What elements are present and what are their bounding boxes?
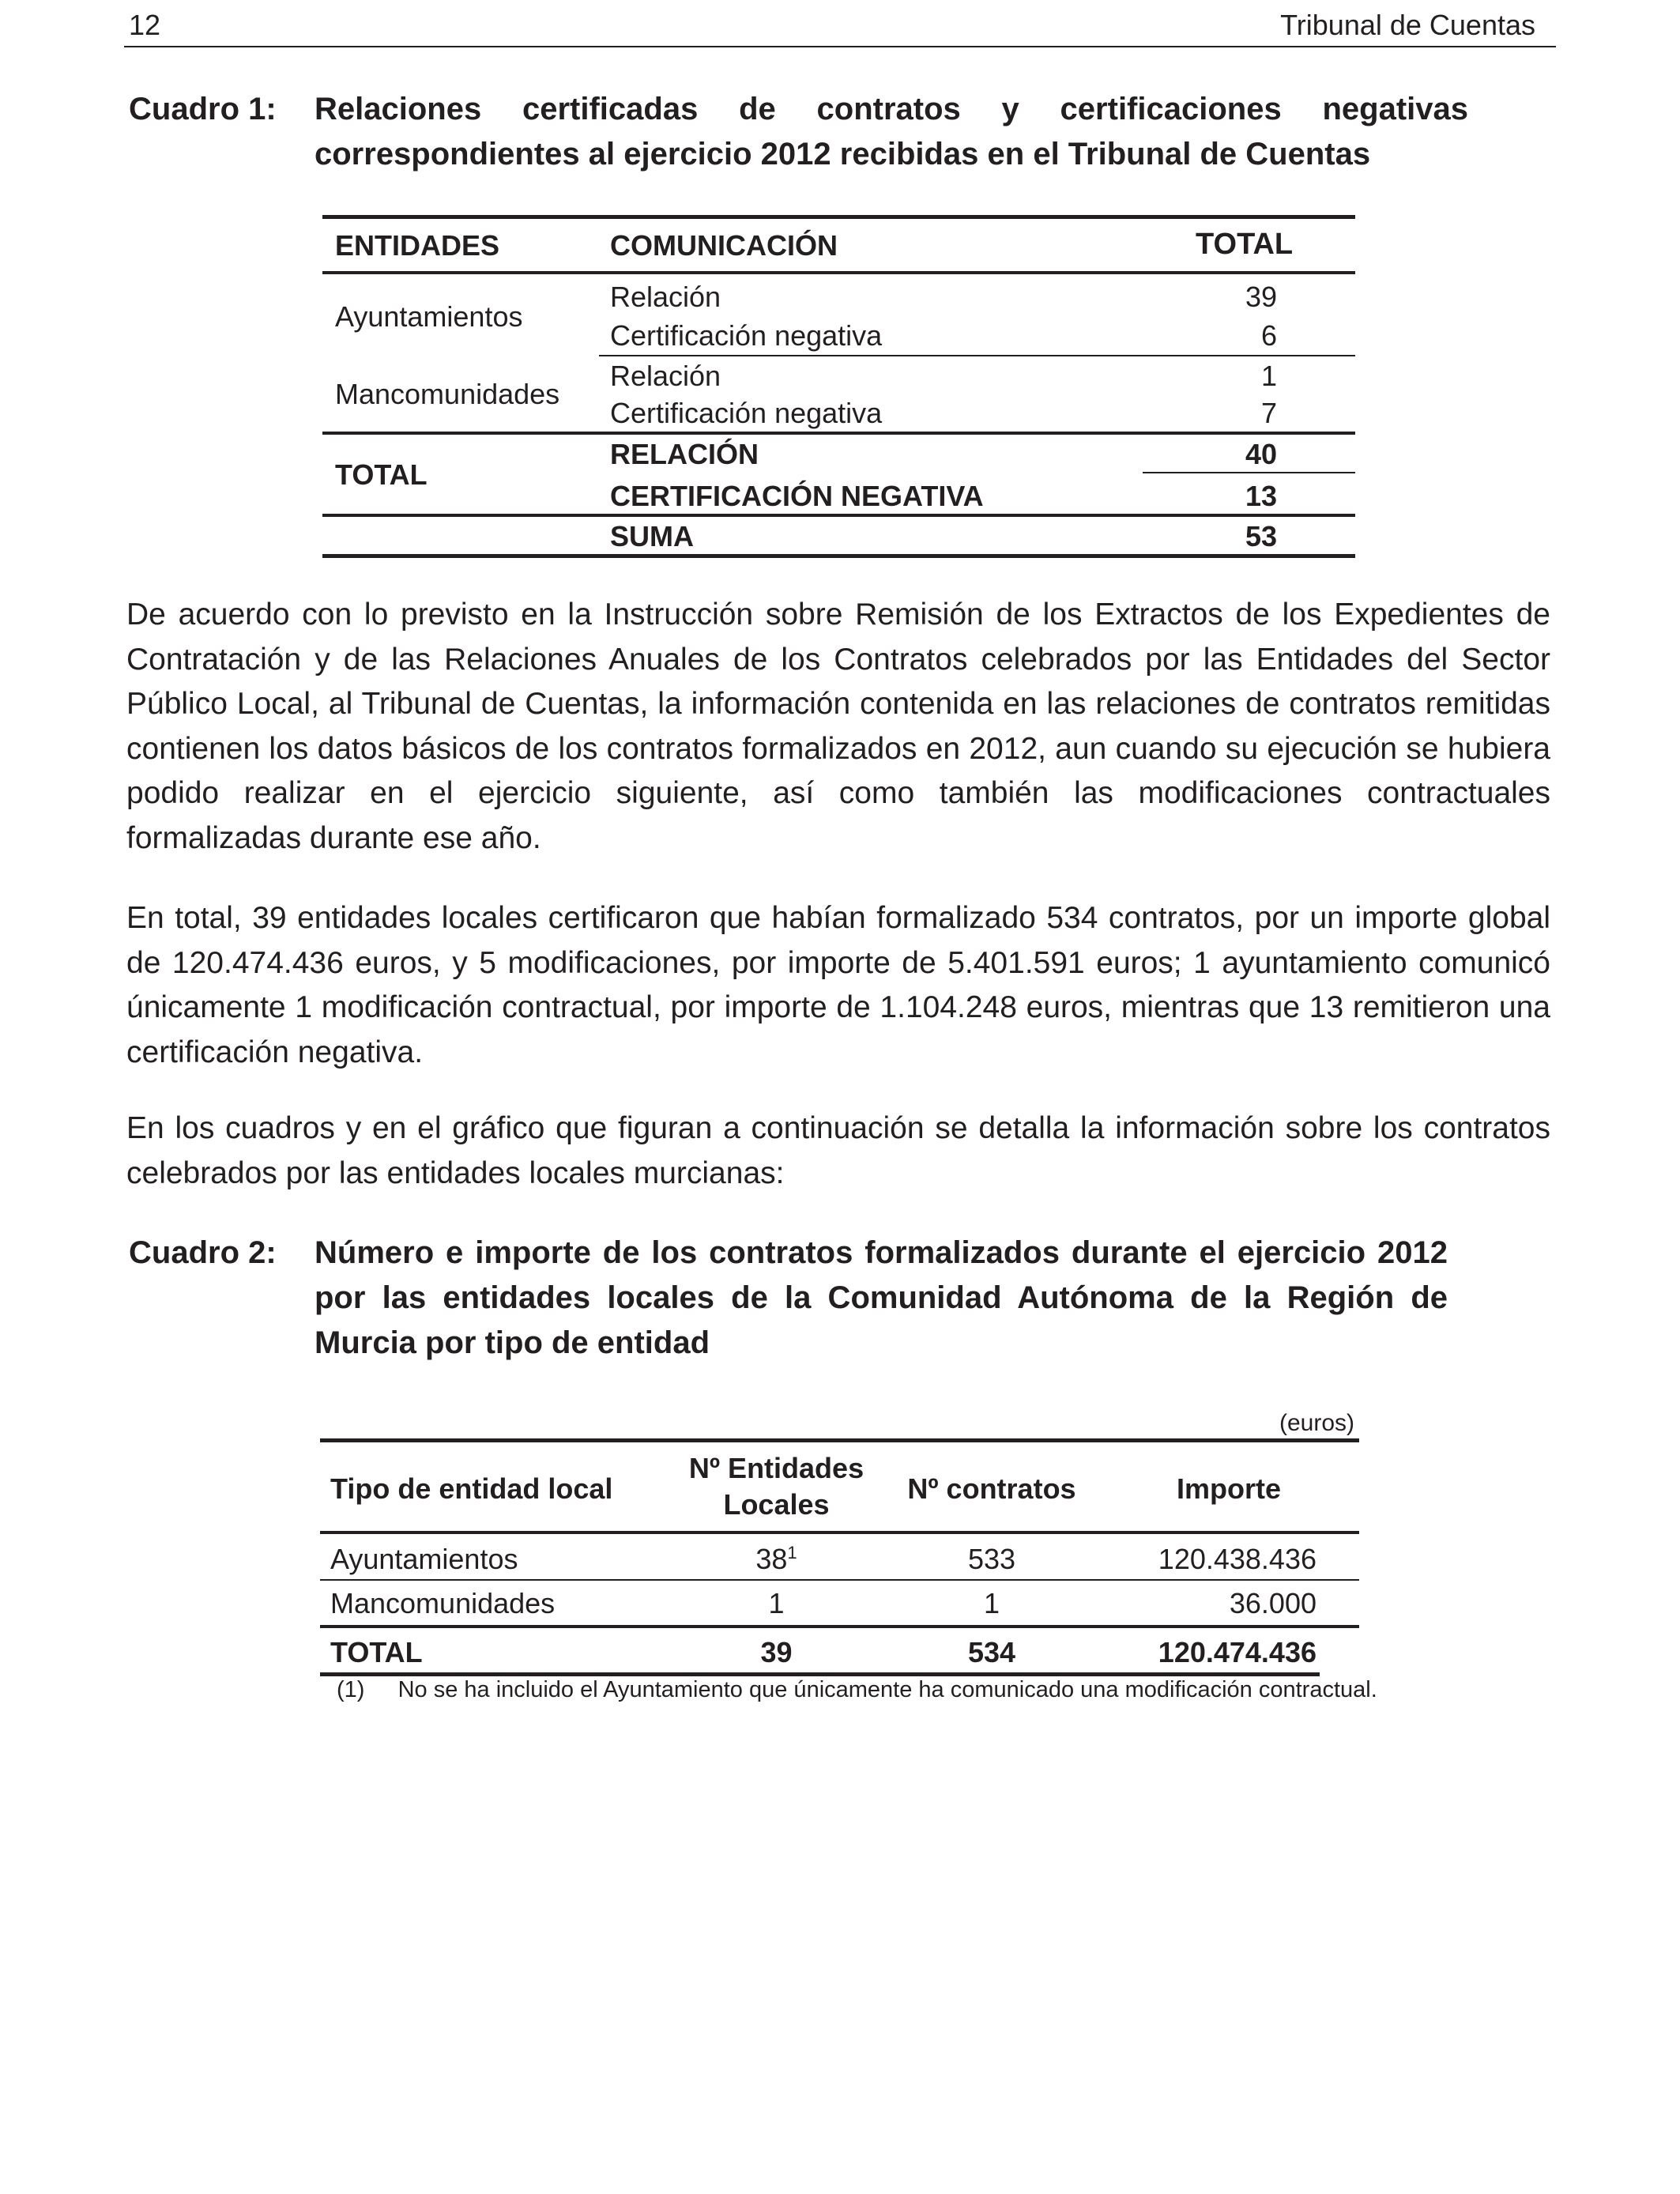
total-top-rule [322,432,1355,435]
header-rule [124,46,1556,47]
table-bottom-rule [322,554,1355,558]
footnote-ref: 1 [787,1543,797,1563]
group-divider [599,355,1355,356]
cuadro1-label: Cuadro 1: [129,92,277,126]
contratos-cell: 533 [967,1543,1016,1575]
total-cell: 39 [1245,281,1277,313]
col-header-entidades: Nº Entidades [688,1452,864,1484]
footnote-text: No se ha incluido el Ayuntamiento que únicamente ha comunicado una modificación contractual. [397,1677,1377,1702]
col-header-importe: Importe [1176,1472,1281,1505]
comunicacion-cell: Relación [610,281,721,313]
tipo-cell: Ayuntamientos [330,1543,518,1575]
header-rule [320,1531,1359,1534]
col-header-comunicacion: COMUNICACIÓN [610,229,838,262]
contratos-cell: 1 [983,1587,1000,1619]
total-cell: 7 [1260,397,1277,429]
paragraph: En los cuadros y en el gráfico que figuran a continuación se detalla la información sobre los contratos celebrados por las entidades locales murcianas: [126,1111,1550,1190]
col-header-entidades: ENTIDADES [335,229,500,262]
unit-label: (euros) [1279,1410,1355,1436]
col-header-entidades-line2: Locales [723,1488,830,1521]
total-top-rule [320,1625,1359,1628]
entidades-cell: 1 [768,1587,785,1619]
total-cell: 6 [1260,319,1277,352]
total-entidades: 39 [760,1636,793,1668]
cuadro2-title: Número e importe de los contratos formalizados durante el ejercicio 2012 por las entidades locales de la Comunidad Autónoma de la Región de Murcia por tipo de entidad [315,1235,1448,1360]
suma-top-rule [322,514,1355,517]
total-comunicacion-cell: CERTIFICACIÓN NEGATIVA [610,480,984,512]
total-cell: 1 [1260,360,1277,392]
total-contratos: 534 [967,1636,1016,1668]
tipo-cell: Mancomunidades [330,1587,556,1619]
comunicacion-cell: Certificación negativa [610,397,883,429]
entity-mancomunidades: Mancomunidades [335,378,560,410]
total-label: TOTAL [330,1636,423,1668]
header-rule [322,271,1355,274]
entity-ayuntamientos: Ayuntamientos [335,300,523,333]
paragraph: De acuerdo con lo previsto en la Instrucción sobre Remisión de los Extractos de los Expedientes de Contratación y de las Relaciones Anuales de los Contratos celebrados por las Entidades del Sector Público Local, al Tribunal de Cuentas, la información contenida en las relaciones de contratos remitidas contienen los datos básicos de los contratos formalizados en 2012, aun cuando su ejecución se hubiera podido realizar en el ejercicio siguiente, así como también las modificaciones contractuales formalizadas durante ese año. [126,598,1550,855]
footnote [337,1674,1377,1706]
cuadro1-title: Relaciones certificadas de contratos y certificaciones negativas correspondientes al ejercicio 2012 recibidas en el Tribunal de Cuentas [315,92,1468,172]
total-label: TOTAL [335,458,428,491]
footnote-marker: (1) [337,1677,365,1702]
comunicacion-cell: Relación [610,360,721,392]
col-header-tipo: Tipo de entidad local [330,1472,613,1505]
total-value-cell: 13 [1245,480,1277,512]
importe-cell: 36.000 [1229,1587,1317,1619]
paragraph: En total, 39 entidades locales certificaron que habían formalizado 534 contratos, por un importe global de 120.474.436 euros, y 5 modificaciones, por importe de 5.401.591 euros; 1 ayuntamiento comunicó únicamente 1 modificación contractual, por importe de 1.104.248 euros, mientras que 13 remitieron una certificación negativa. [126,901,1550,1069]
total-comunicacion-cell: RELACIÓN [610,438,759,470]
running-header: Tribunal de Cuentas [1280,9,1535,41]
col-header-contratos: Nº contratos [907,1472,1076,1505]
importe-cell: 120.438.436 [1158,1543,1317,1575]
table-top-rule [320,1438,1359,1442]
col-header-total: TOTAL [1196,228,1294,261]
row-divider [320,1579,1359,1581]
table-top-rule [322,215,1355,219]
suma-label: SUMA [610,520,694,552]
page-number: 12 [129,9,161,41]
comunicacion-cell: Certificación negativa [610,319,883,352]
total-value-cell: 40 [1245,438,1277,470]
total-inner-rule [1143,472,1355,473]
total-importe: 120.474.436 [1158,1636,1317,1668]
suma-value: 53 [1245,520,1277,552]
entidades-cell: $38^1$ [755,1543,797,1575]
cuadro2-label: Cuadro 2: [129,1235,277,1270]
